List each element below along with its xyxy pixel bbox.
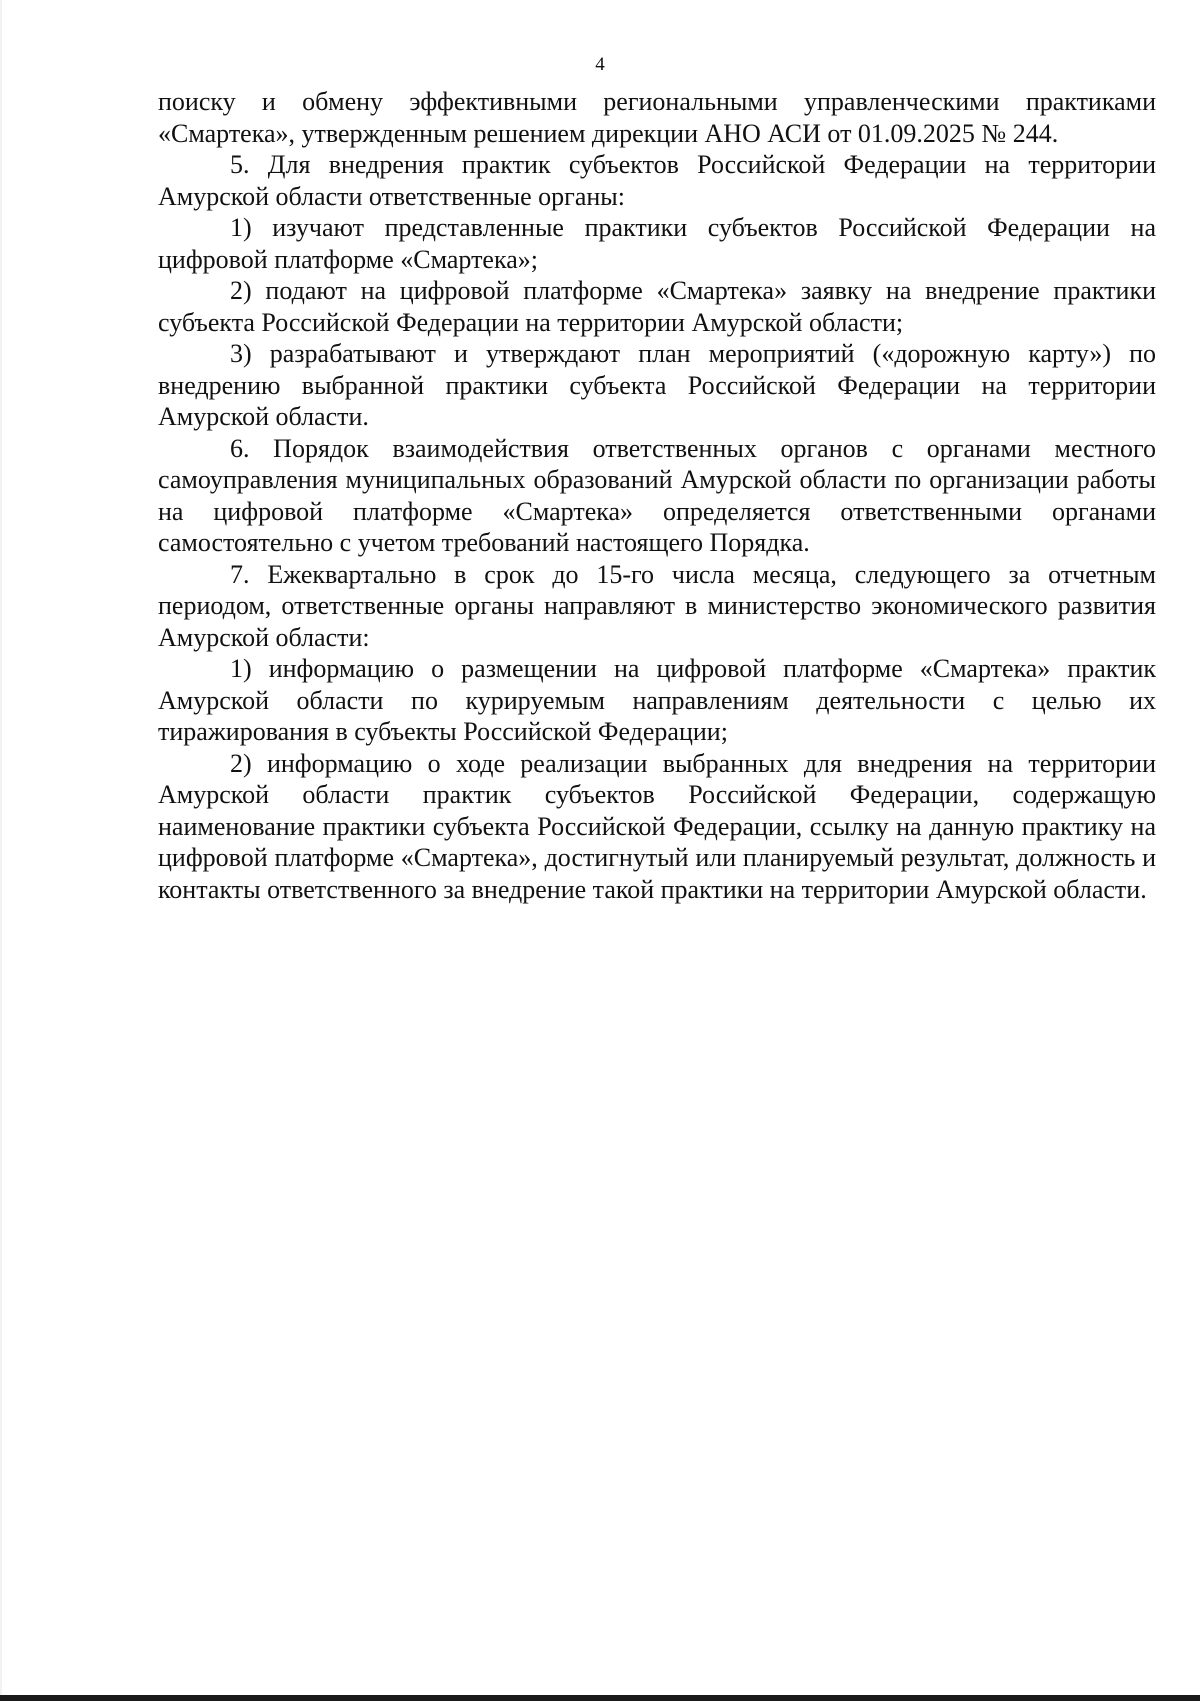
scan-edge	[0, 0, 2, 1701]
paragraph-item-5: 5. Для внедрения практик субъектов Российской Федерации на территории Амурской области ответственные органы:	[158, 150, 1156, 211]
paragraph-item-7-1: 1) информацию о размещении на цифровой платформе «Смартека» практик Амурской области по курируемым направлениям деятельности с целью их тиражирования в субъекты Российской Федерации;	[158, 654, 1156, 746]
paragraph-item-6: 6. Порядок взаимодействия ответственных органов с органами местного самоуправления муниципальных образований Амурской области по организации работы на цифровой платформе «Смартека» определяется ответственными органами самостоятельно с учетом требований настоящего Порядка.	[158, 433, 1156, 557]
scan-bottom-border	[0, 1695, 1200, 1701]
page-number: 4	[595, 54, 605, 75]
paragraph-item-5-2: 2) подают на цифровой платформе «Смартека» заявку на внедрение практики субъекта Российской Федерации на территории Амурской области;	[158, 276, 1156, 337]
paragraph-item-5-3: 3) разрабатывают и утверждают план мероприятий («дорожную карту») по внедрению выбранной практики субъекта Российской Федерации на территории Амурской области.	[158, 339, 1156, 431]
document-body	[158, 86, 1156, 905]
paragraph-item-5-1: 1) изучают представленные практики субъектов Российской Федерации на цифровой платформе «Смартека»;	[158, 213, 1156, 274]
paragraph-item-7-2: 2) информацию о ходе реализации выбранных для внедрения на территории Амурской области практик субъектов Российской Федерации, содержащую наименование практики субъекта Российской Федерации, ссылку на данную практику на цифровой платформе «Смартека», достигнутый или планируемый результат, должность и контакты ответственного за внедрение такой практики на территории Амурской области.	[158, 748, 1156, 904]
paragraph-item-7: 7. Ежеквартально в срок до 15-го числа месяца, следующего за отчетным периодом, ответственные органы направляют в министерство экономического развития Амурской области:	[158, 559, 1156, 652]
paragraph-continuation: поиску и обмену эффективными региональными управленческими практиками «Смартека», утвержденным решением дирекции АНО АСИ от 01.09.2025 № 244.	[158, 87, 1156, 148]
